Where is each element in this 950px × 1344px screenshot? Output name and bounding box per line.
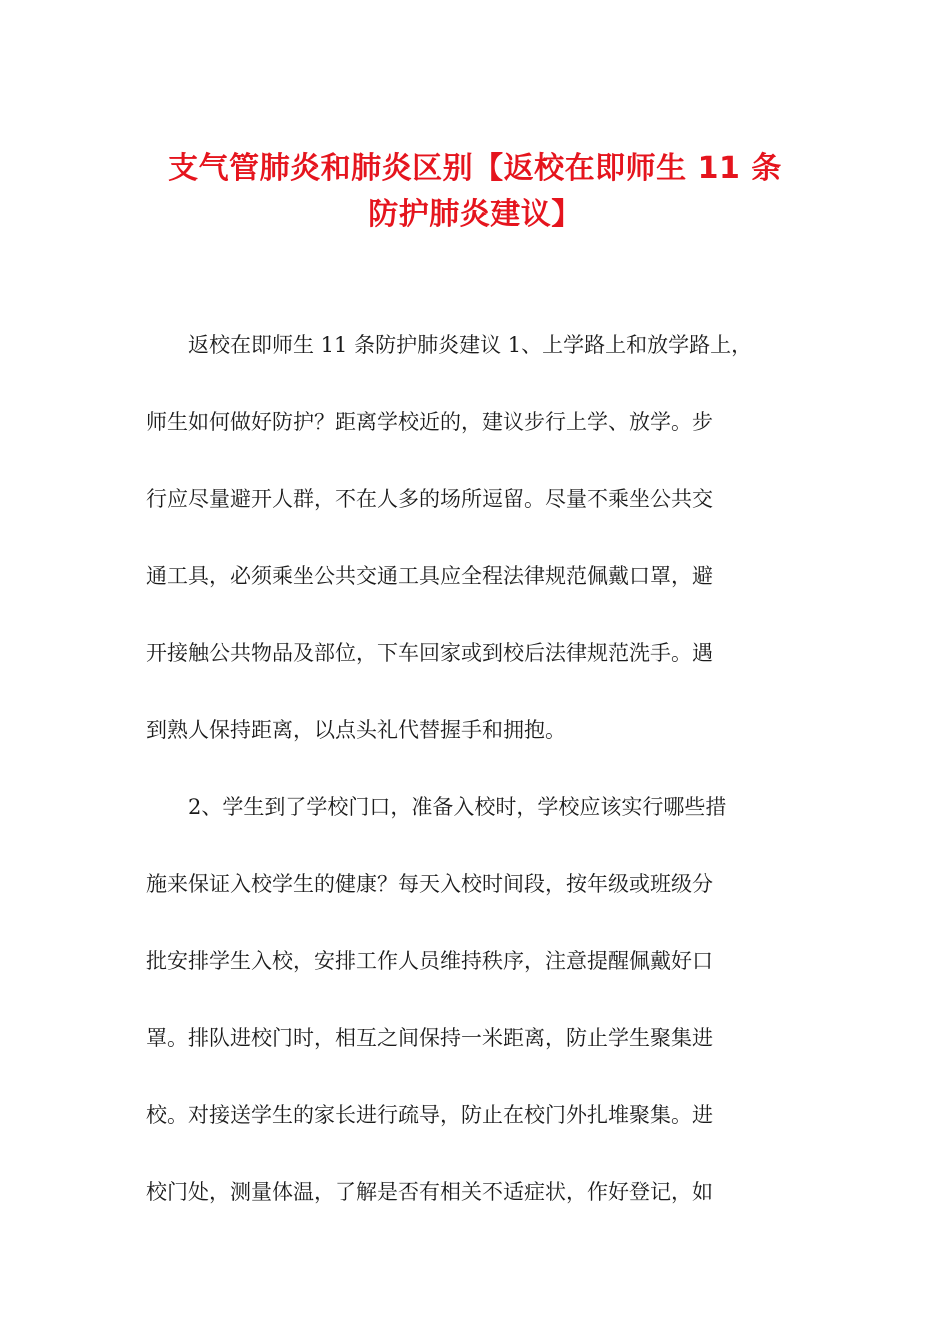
paragraph-line: 行应尽量避开人群，不在人多的场所逗留。尽量不乘坐公共交 [146, 487, 713, 511]
title-line-2: 防护肺炎建议】 [368, 197, 582, 232]
paragraph-2 [146, 788, 806, 1212]
paragraph-line: 罩。排队进校门时，相互之间保持一米距离，防止学生聚集进 [146, 1026, 713, 1050]
title-line-1: 支气管肺炎和肺炎区别【返校在即师生 11 条 [168, 151, 782, 186]
paragraph-line: 到熟人保持距离，以点头礼代替握手和拥抱。 [146, 718, 566, 742]
paragraph-line: 开接触公共物品及部位，下车回家或到校后法律规范洗手。遇 [146, 641, 713, 665]
paragraph-line: 校门处，测量体温，了解是否有相关不适症状，作好登记，如 [146, 1180, 713, 1204]
paragraph-line: 施来保证入校学生的健康？每天入校时间段，按年级或班级分 [146, 872, 713, 896]
paragraph-line: 校。对接送学生的家长进行疏导，防止在校门外扎堆聚集。进 [146, 1103, 713, 1127]
paragraph-line: 通工具，必须乘坐公共交通工具应全程法律规范佩戴口罩，避 [146, 564, 713, 588]
paragraph-line: 返校在即师生 11 条防护肺炎建议 1、上学路上和放学路上， [188, 333, 753, 357]
paragraph-1 [146, 326, 806, 750]
paragraph-line: 批安排学生入校，安排工作人员维持秩序，注意提醒佩戴好口 [146, 949, 713, 973]
paragraph-line: 师生如何做好防护？距离学校近的，建议步行上学、放学。步 [146, 410, 713, 434]
document-title [120, 146, 830, 238]
paragraph-line: 2、学生到了学校门口，准备入校时，学校应该实行哪些措 [188, 795, 727, 819]
document-body [146, 326, 806, 1212]
